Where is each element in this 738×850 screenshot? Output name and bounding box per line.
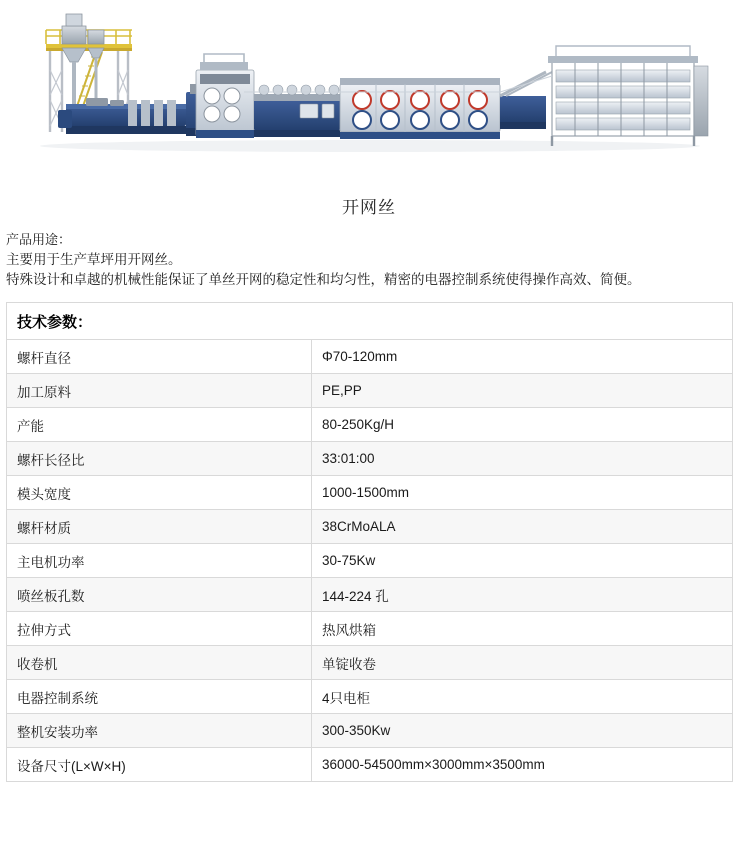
spec-value: 38CrMoALA [312,510,733,544]
spec-name: 喷丝板孔数 [7,578,312,612]
table-row [7,340,733,374]
table-row [7,680,733,714]
spec-value: Φ70-120mm [312,340,733,374]
spec-value: 80-250Kg/H [312,408,733,442]
page-title: 开网丝 [342,198,396,217]
transition-bridge-group [500,72,552,129]
spec-name: 螺杆长径比 [7,442,312,476]
water-bath-group [254,85,340,137]
table-row [7,374,733,408]
spec-table [6,302,733,782]
spec-value: 热风烘箱 [312,612,733,646]
description-label: 产品用途： [6,232,72,247]
spec-name: 收卷机 [7,646,312,680]
table-row [7,510,733,544]
spec-value: 144-224 孔 [312,578,733,612]
machine-illustration [0,0,738,175]
spec-name: 产能 [7,408,312,442]
spec-value: PE,PP [312,374,733,408]
spec-name: 拉伸方式 [7,612,312,646]
table-row [7,646,733,680]
spec-name: 设备尺寸(L×W×H) [7,748,312,782]
description-block [0,230,738,290]
spec-name: 螺杆直径 [7,340,312,374]
description-line-1: 主要用于生产草坪用开网丝。 [6,252,182,267]
table-row [7,578,733,612]
spec-value: 4只电柜 [312,680,733,714]
spec-value: 单锭收卷 [312,646,733,680]
table-row [7,714,733,748]
spec-name: 整机安装功率 [7,714,312,748]
spec-name: 电器控制系统 [7,680,312,714]
spec-name: 主电机功率 [7,544,312,578]
description-line-2: 特殊设计和卓越的机械性能保证了单丝开网的稳定性和均匀性，精密的电器控制系统使得操作高效、简便。 [6,272,641,287]
table-row [7,748,733,782]
casting-unit-group [196,54,254,138]
spec-table-header-row [7,303,733,340]
spec-value: 36000-54500mm×3000mm×3500mm [312,748,733,782]
spec-value: 33:01:00 [312,442,733,476]
table-row [7,442,733,476]
table-row [7,408,733,442]
spec-value: 300-350Kw [312,714,733,748]
table-row [7,544,733,578]
oven-stretching-group [340,78,500,139]
spec-table-header: 技术参数： [7,303,733,340]
spec-table-wrapper [0,302,738,782]
winder-rack-group [548,46,708,146]
spec-name: 模头宽度 [7,476,312,510]
spec-name: 加工原料 [7,374,312,408]
spec-name: 螺杆材质 [7,510,312,544]
table-row [7,612,733,646]
table-row [7,476,733,510]
spec-value: 1000-1500mm [312,476,733,510]
spec-value: 30-75Kw [312,544,733,578]
